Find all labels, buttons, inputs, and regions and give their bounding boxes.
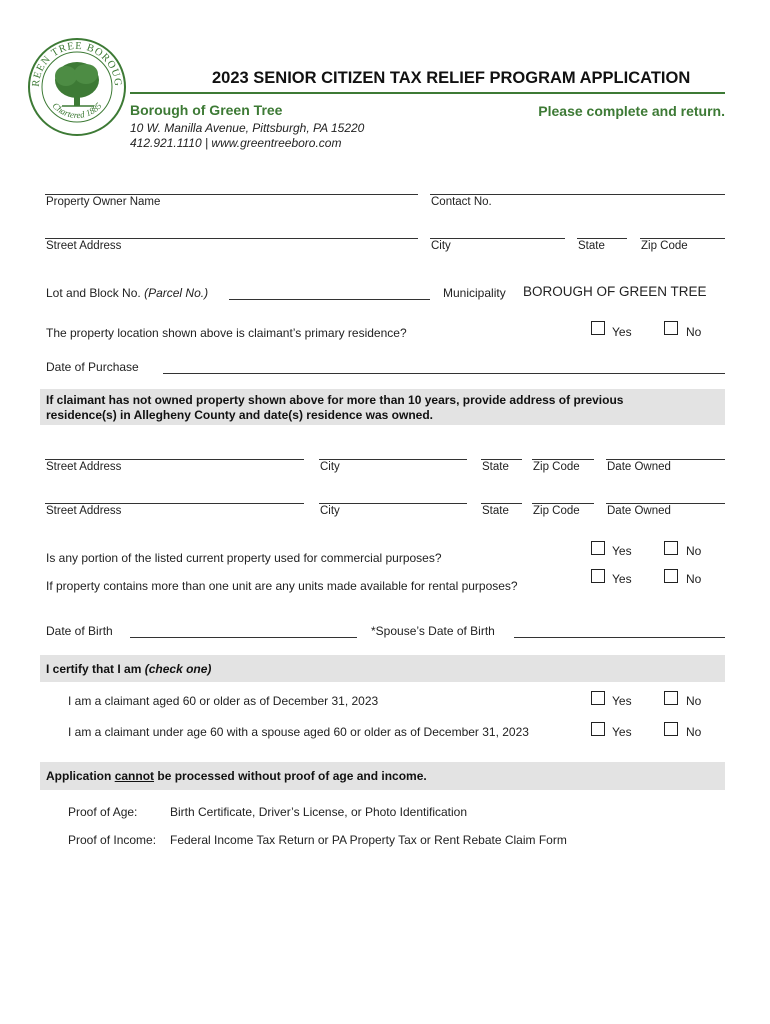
certify-option-1-yes-label: Yes	[612, 694, 632, 708]
commercial-yes-label: Yes	[612, 544, 632, 558]
commercial-no-checkbox[interactable]	[664, 541, 678, 555]
primary-residence-yes-label: Yes	[612, 325, 632, 339]
lot-block-label	[46, 286, 208, 300]
rental-question: If property contains more than one unit are any units made available for rental purposes?	[46, 579, 518, 593]
street-address-label: Street Address	[46, 240, 122, 252]
prev-date-label-1: Date Owned	[607, 461, 671, 473]
certify-option-2: I am a claimant under age 60 with a spouse aged 60 or older as of December 31, 2023	[68, 725, 529, 739]
certify-option-2-yes-label: Yes	[612, 725, 632, 739]
certify-option-1: I am a claimant aged 60 or older as of December 31, 2023	[68, 694, 379, 708]
proof-warning-cannot: cannot	[114, 769, 155, 783]
date-of-birth-label: Date of Birth	[46, 624, 113, 638]
prev-city-label-2: City	[320, 505, 340, 517]
prev-zip-input-1[interactable]	[532, 459, 594, 460]
zip-input[interactable]	[640, 238, 725, 239]
rental-no-label: No	[686, 572, 702, 586]
contact-no-input[interactable]	[430, 194, 725, 195]
seal-graphic	[26, 36, 128, 138]
prev-zip-label-1: Zip Code	[533, 461, 580, 473]
certify-option-1-yes-checkbox[interactable]	[591, 691, 605, 705]
prev-city-label-1: City	[320, 461, 340, 473]
municipality-label: Municipality	[443, 286, 506, 300]
certify-option-2-no-label: No	[686, 725, 702, 739]
lot-block-input[interactable]	[229, 299, 430, 300]
primary-residence-no-checkbox[interactable]	[664, 321, 678, 335]
prev-state-label-2: State	[482, 505, 509, 517]
primary-residence-question: The property location shown above is claimant’s primary residence?	[46, 326, 407, 340]
proof-of-income-label: Proof of Income:	[68, 833, 157, 847]
certify-option-1-no-label: No	[686, 694, 702, 708]
org-contact: 412.921.1110 | www.greentreeboro.com	[130, 136, 342, 150]
zip-label: Zip Code	[641, 240, 688, 252]
seal-text-top: REEN TREE BOROUG	[30, 40, 124, 88]
primary-residence-no-label: No	[686, 325, 702, 339]
certify-option-2-no-checkbox[interactable]	[664, 722, 678, 736]
previous-residence-band	[40, 389, 725, 425]
prev-street-input-2[interactable]	[45, 503, 304, 504]
proof-of-age-label: Proof of Age:	[68, 805, 138, 819]
proof-warning	[46, 769, 427, 783]
city-input[interactable]	[430, 238, 565, 239]
owner-name-label: Property Owner Name	[46, 196, 161, 208]
proof-warning-pre: Application	[46, 769, 112, 783]
rental-yes-checkbox[interactable]	[591, 569, 605, 583]
state-label: State	[578, 240, 605, 252]
org-name: Borough of Green Tree	[130, 102, 283, 118]
date-of-birth-input[interactable]	[130, 637, 357, 638]
contact-no-label: Contact No.	[431, 196, 492, 208]
date-of-purchase-input[interactable]	[163, 373, 725, 374]
date-of-purchase-label: Date of Purchase	[46, 360, 139, 374]
city-label: City	[431, 240, 451, 252]
prev-zip-label-2: Zip Code	[533, 505, 580, 517]
prev-state-input-2[interactable]	[481, 503, 522, 504]
spouse-dob-input[interactable]	[514, 637, 725, 638]
certify-heading	[46, 662, 211, 676]
rental-yes-label: Yes	[612, 572, 632, 586]
owner-name-input[interactable]	[45, 194, 418, 195]
street-address-input[interactable]	[45, 238, 418, 239]
previous-residence-instructions: If claimant has not owned property shown above for more than 10 years, provide address of previous residence(s) in Allegheny County and date(s) residence was owned.	[46, 393, 624, 422]
prev-state-input-1[interactable]	[481, 459, 522, 460]
lot-block-text: Lot and Block No.	[46, 286, 141, 300]
prev-city-input-2[interactable]	[319, 503, 467, 504]
prev-street-label-2: Street Address	[46, 505, 122, 517]
certify-hint: (check one)	[144, 662, 212, 676]
form-title: 2023 SENIOR CITIZEN TAX RELIEF PROGRAM APPLICATION	[212, 69, 691, 87]
rental-no-checkbox[interactable]	[664, 569, 678, 583]
proof-of-income-value: Federal Income Tax Return or PA Property Tax or Rent Rebate Claim Form	[170, 833, 567, 847]
prev-date-input-2[interactable]	[606, 503, 725, 504]
prev-zip-input-2[interactable]	[532, 503, 594, 504]
prev-city-input-1[interactable]	[319, 459, 467, 460]
lot-block-hint: (Parcel No.)	[144, 286, 209, 300]
municipality-value: BOROUGH OF GREEN TREE	[523, 284, 707, 299]
tagline: Please complete and return.	[538, 103, 725, 119]
primary-residence-yes-checkbox[interactable]	[591, 321, 605, 335]
spouse-dob-label: *Spouse’s Date of Birth	[371, 624, 495, 638]
prev-date-input-1[interactable]	[606, 459, 725, 460]
header-divider	[130, 92, 725, 94]
state-input[interactable]	[577, 238, 627, 239]
certify-band	[40, 655, 725, 682]
prev-street-input-1[interactable]	[45, 459, 304, 460]
borough-seal	[26, 36, 128, 138]
prev-date-label-2: Date Owned	[607, 505, 671, 517]
prev-state-label-1: State	[482, 461, 509, 473]
certify-option-2-yes-checkbox[interactable]	[591, 722, 605, 736]
org-address: 10 W. Manilla Avenue, Pittsburgh, PA 15220	[130, 121, 365, 135]
commercial-question: Is any portion of the listed current property used for commercial purposes?	[46, 551, 442, 565]
commercial-yes-checkbox[interactable]	[591, 541, 605, 555]
certify-option-1-no-checkbox[interactable]	[664, 691, 678, 705]
proof-of-age-value: Birth Certificate, Driver’s License, or Photo Identification	[170, 805, 468, 819]
commercial-no-label: No	[686, 544, 702, 558]
certify-text: I certify that I am	[46, 662, 142, 676]
prev-street-label-1: Street Address	[46, 461, 122, 473]
proof-warning-post: be processed without proof of age and income.	[157, 769, 427, 783]
proof-band	[40, 762, 725, 790]
seal-text-bottom: Chartered 1885	[50, 100, 104, 121]
